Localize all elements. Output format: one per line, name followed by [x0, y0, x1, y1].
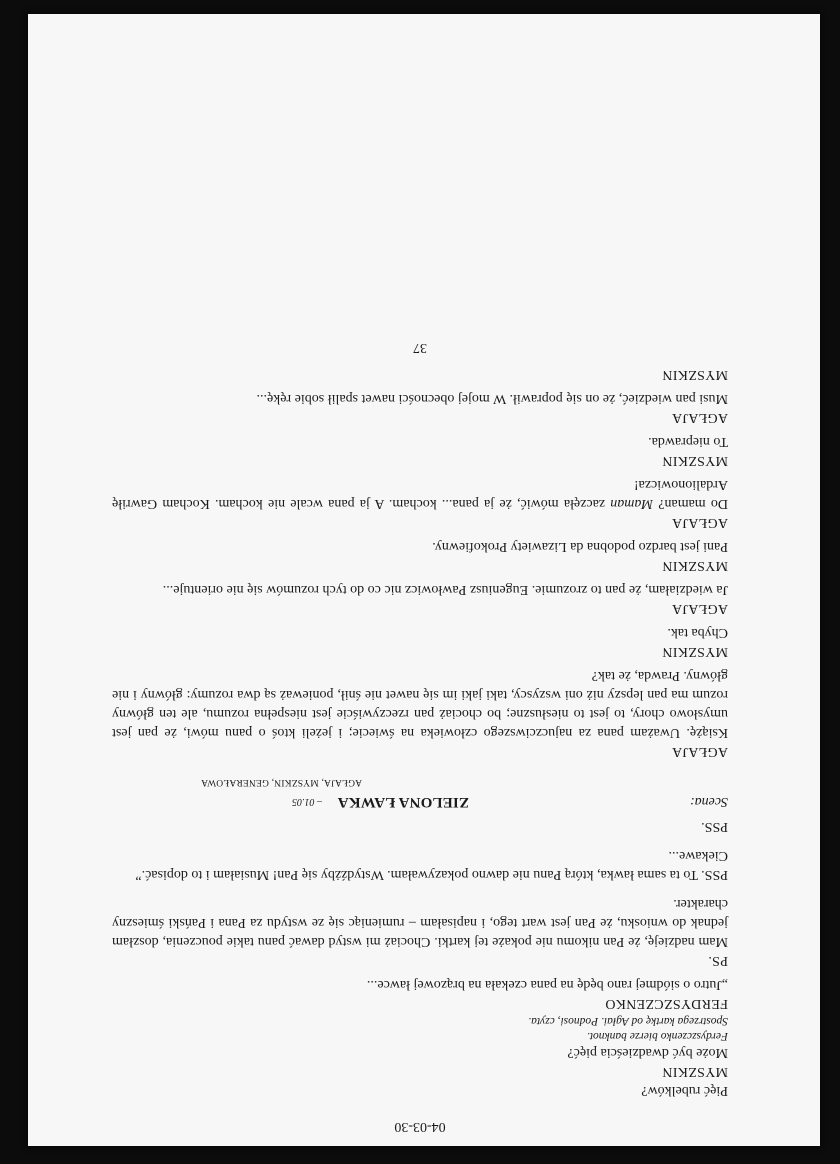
- speaker-name: AGŁAJA: [671, 410, 728, 425]
- scene-code: – 01.05: [292, 796, 322, 807]
- dialogue-text: zaczęła mówić, że ja pana... kocham. A ja pana wcale nie kocham. Kocham Gawriłę Ardalionowicza!: [111, 477, 728, 511]
- dialogue-paragraph: Musi pan wiedzieć, że on się poprawił. W mojej obecności nawet spalił sobie rękę...: [256, 391, 728, 406]
- speaker-name: MYSZKIN: [662, 453, 728, 468]
- speaker-name: MYSZKIN: [662, 1064, 728, 1079]
- dialogue-line: Ciekawe...: [668, 848, 728, 863]
- dialogue-paragraph: Ja wiedziałam, że pan to zrozumie. Eugeniusz Pawłowicz nic co do tych rozumów się nie orientuje...: [162, 582, 728, 597]
- stage-direction: Ferdyszczenko bierze banknot.: [586, 1030, 728, 1042]
- scene-title: ZIELONA ŁAWKA: [337, 794, 469, 810]
- page-content: [112, 321, 728, 1134]
- dialogue-paragraph: To nieprawda.: [648, 434, 728, 449]
- scene-label: Scena:: [689, 794, 728, 809]
- speaker-name: FERDYSZCZENKO: [605, 996, 728, 1011]
- date-header: 04-03-30: [394, 1119, 446, 1134]
- scanned-page: [28, 14, 820, 1146]
- dialogue-paragraph: Książę. Uważam pana za najuczciwszego człowieka na świecie; i jeżeli ktoś o panu mówi, że pan jest umysłowo chory, to jest to niesłuszne; bo chociaż pan rzeczywiście jest niespełna rozumu, ale ten główny rozum ma pan lepszy niż oni wszyscy, taki jaki im się nawet nie śnił, ponieważ są dwa rozumy: główny i nie główny. Prawda, że tak?: [112, 668, 728, 740]
- speaker-name: PS.: [708, 953, 728, 968]
- dialogue-paragraph: Chyba tak.: [667, 625, 728, 640]
- letter-paragraph: Mam nadzieję, że Pan nikomu nie pokaże tej kartki. Chociaż mi wstyd dawać panu takie pouczenia, doszłam jednak do wniosku, że Pan jest wart tego, i napisałam – rumieniąc się ze wstydu za Pana i Pański śmieszny charakter.: [112, 896, 728, 949]
- speaker-name: MYSZKIN: [662, 558, 728, 573]
- speaker-name: AGŁAJA: [671, 744, 728, 759]
- dialogue-line: PSS.: [701, 819, 728, 834]
- speaker-name: AGŁAJA: [671, 601, 728, 616]
- letter-paragraph: PSS. To ta sama ławka, którą Panu nie dawno pokazywałam. Wstydźżby się Pan! Musiałam i to dopisać.”: [135, 867, 728, 882]
- dialogue-line: Pięć rubelków?: [641, 1083, 728, 1098]
- dialogue-line: „Jutro o siódmej rano będę na pana czekała na brązowej ławce...: [366, 977, 728, 992]
- page-number: 37: [413, 340, 427, 355]
- speaker-name: MYSZKIN: [662, 367, 728, 382]
- speaker-name: MYSZKIN: [662, 644, 728, 659]
- page-sheet-rotated: [28, 14, 820, 1146]
- dialogue-paragraph: Pani jest bardzo podobna da Lizawiety Prokofiewny.: [432, 539, 728, 554]
- dialogue-text-italic: Maman: [610, 496, 654, 511]
- dialogue-paragraph: [112, 475, 728, 513]
- dialogue-line: Może być dwadzieścia pięć?: [567, 1045, 728, 1060]
- scene-cast: AGŁAJA, MYSZKIN, GENERAŁOWA: [200, 777, 362, 787]
- dialogue-text: Do maman?: [653, 496, 728, 511]
- stage-direction: Spostrzega kartkę od Agłai. Podnosi, czyta.: [528, 1015, 728, 1027]
- scene-heading: [112, 771, 728, 809]
- speaker-name: AGŁAJA: [671, 515, 728, 530]
